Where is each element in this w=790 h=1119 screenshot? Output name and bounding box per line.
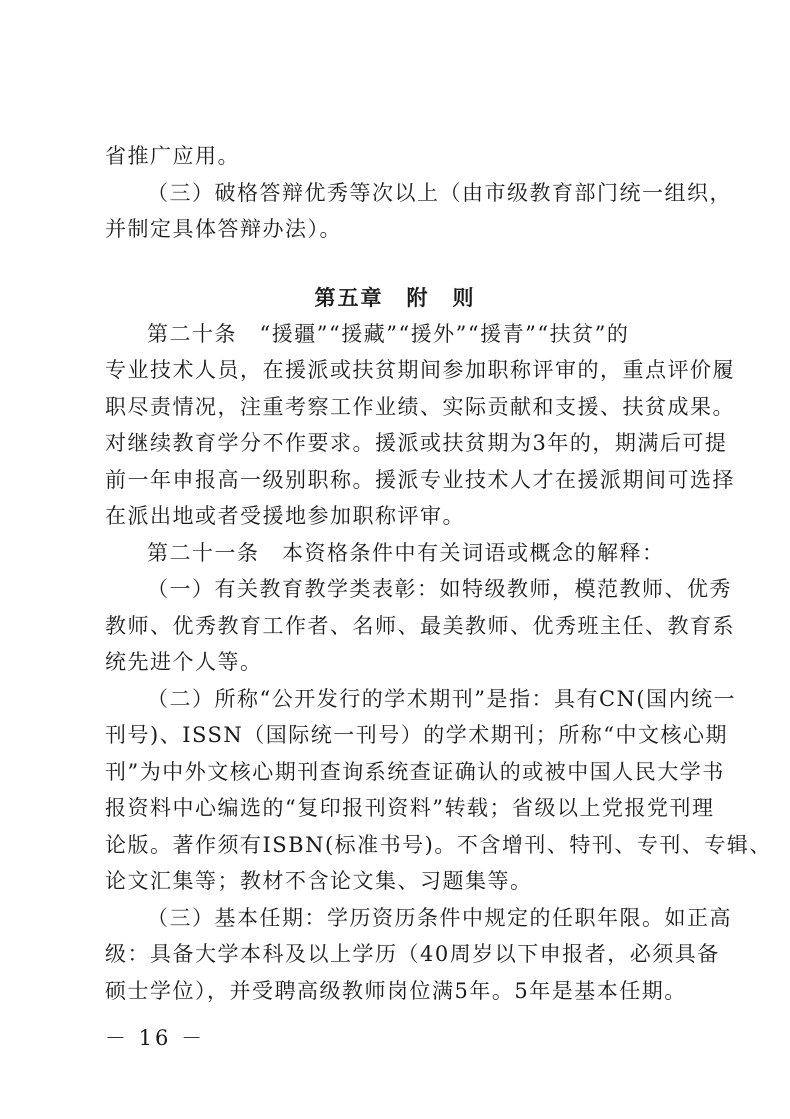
text-line: 并制定具体答辩办法）。 — [105, 217, 342, 241]
text-line: 省推广应用。 — [105, 144, 240, 168]
page-number: － 16 － — [105, 1026, 206, 1050]
text-line: 前一年申报高一级别职称。援派专业技术人才在援派期间可选择 — [105, 468, 735, 492]
text-line: 刊”为中外文核心期刊查询系统查证确认的或被中国人民大学书 — [105, 760, 725, 784]
article-21-line: 第二十一条 本资格条件中有关词语或概念的解释： — [147, 541, 665, 565]
text-line: （三）破格答辩优秀等次以上（由市级教育部门统一组织， — [147, 181, 732, 205]
text-line: 统先进个人等。 — [105, 650, 263, 674]
text-line: （三）基本任期：学历资历条件中规定的任职年限。如正高 — [147, 906, 732, 930]
chapter-heading: 第五章 附 则 — [314, 286, 476, 310]
text-line: 职尽责情况，注重考察工作业绩、实际贡献和支援、扶贫成果。 — [105, 395, 735, 419]
text-line: 专业技术人员，在援派或扶贫期间参加职称评审的，重点评价履 — [105, 358, 735, 382]
text-line: （一）有关教育教学类表彰：如特级教师，模范教师、优秀 — [147, 577, 732, 601]
text-line: 在派出地或者受援地参加职称评审。 — [105, 504, 465, 528]
text-line: 刊号)、ISSN（国际统一刊号）的学术期刊；所称“中文核心期 — [105, 723, 729, 747]
text-line: 论文汇集等；教材不含论文集、习题集等。 — [105, 869, 533, 893]
text-line: （二）所称“公开发行的学术期刊”是指：具有CN(国内统一 — [147, 687, 737, 711]
text-line: 教师、优秀教育工作者、名师、最美教师、优秀班主任、教育系 — [105, 614, 735, 638]
text-line: 对继续教育学分不作要求。援派或扶贫期为3年的，期满后可提 — [105, 431, 728, 455]
text-line: 论版。著作须有ISBN(标准书号)。不含增刊、特刊、专刊、专辑、 — [105, 833, 772, 857]
text-line: 级：具备大学本科及以上学历（40周岁以下申报者，必须具备 — [105, 942, 720, 966]
text-line: 硕士学位），并受聘高级教师岗位满5年。5年是基本任期。 — [105, 979, 687, 1003]
text-line: 报资料中心编选的“复印报刊资料”转载；省级以上党报党刊理 — [105, 796, 715, 820]
article-20-line: 第二十条 “援疆”“援藏”“援外”“援青”“扶贫”的 — [147, 322, 630, 346]
